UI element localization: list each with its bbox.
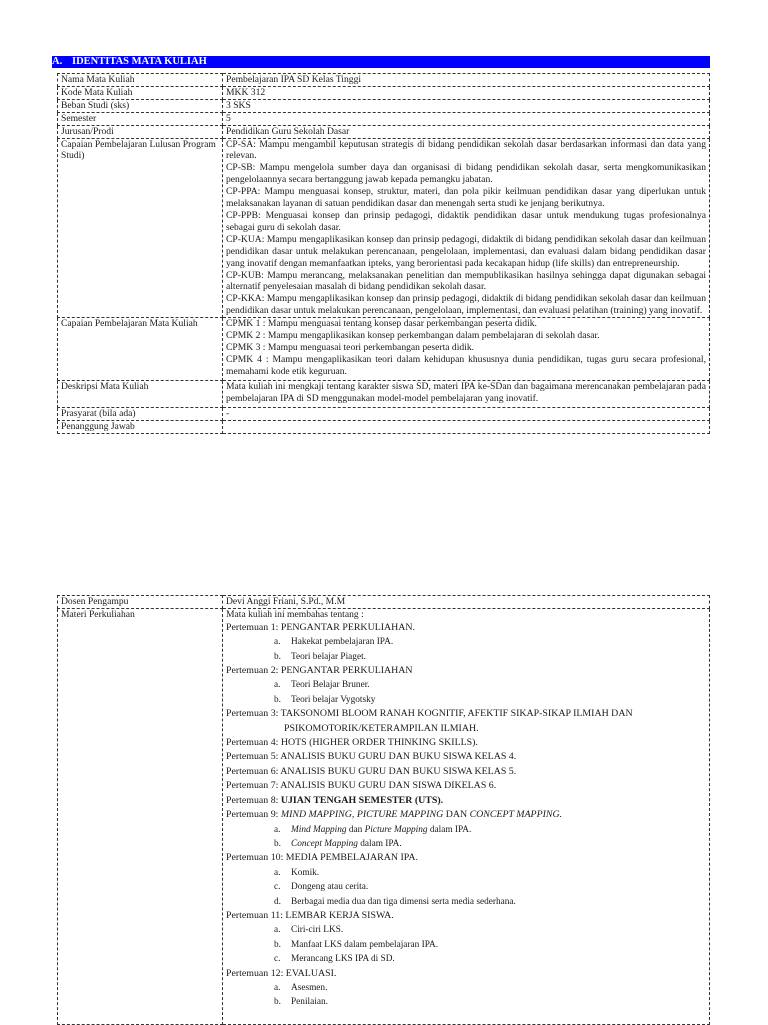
identity-table — [57, 73, 710, 434]
list-item: b. Concept Mapping dalam IPA. — [274, 838, 402, 849]
pertemuan-9-and: DAN — [443, 809, 470, 821]
cpmk-item: CPMK 4 : Mampu mengaplikasikan teori dalam kehidupan khususnya dunia pendidikan, tugas guru secara profesional, memahami kode etik keguruan. — [226, 353, 706, 377]
list-item-text: Teori Belajar Bruner. — [291, 680, 370, 691]
list-item: a. Hakekat pembelajaran IPA. — [274, 637, 394, 648]
section-number: A. — [52, 56, 63, 67]
list-item-text: dan — [346, 824, 365, 835]
pertemuan-12: Pertemuan 12: EVALUASI. — [226, 967, 337, 979]
pertemuan-9-prefix: Pertemuan 9: — [226, 809, 281, 821]
cpl-value — [223, 138, 710, 318]
cpmk-item: CPMK 2 : Mampu mengaplikasikan konsep perkembangan dalam pembelajaran di sekolah dasar. — [226, 330, 600, 342]
pertemuan-3-cont: PSIKOMOTORIK/KETERAMPILAN ILMIAH. — [284, 722, 479, 734]
materi-value — [223, 608, 710, 1024]
cpl-item: CP-KUA: Mampu mengaplikasikan konsep dan prinsip pedagogi, didaktik di bidang pendidikan sekolah dasar dan keilmuan pendidikan dasar untuk melakukan perencanaan, pengelolaan, implementasi, dan evaluasi dalam bidang pendidikan dasar yang inovatif dengan memanfaatkan ipteks, yang berorientasi pada kecakapan hidup (life skills) dan entrepreneurship. — [226, 233, 706, 269]
list-item-text: Dongeng atau cerita. — [291, 882, 369, 893]
semester-value: 5 — [223, 112, 710, 125]
pertemuan-1: Pertemuan 1: PENGANTAR PERKULIAHAN. — [226, 621, 416, 633]
pertemuan-8-prefix: Pertemuan 8: — [226, 794, 281, 806]
table-row — [58, 125, 710, 138]
jurusan-label: Jurusan/Prodi — [58, 125, 223, 138]
section-heading — [52, 56, 710, 68]
list-item: b. Manfaat LKS dalam pembelajaran IPA. — [274, 939, 439, 950]
list-item-text: Asesmen. — [291, 982, 328, 993]
list-item: a. Ciri-ciri LKS. — [274, 925, 344, 936]
dosen-value: Devi Anggi Friani, S.Pd., M.M — [223, 596, 710, 609]
list-item-text: Komik. — [291, 867, 320, 878]
pertemuan-5: Pertemuan 5: ANALISIS BUKU GURU DAN BUKU SISWA KELAS 4. — [226, 751, 517, 763]
pertemuan-2: Pertemuan 2: PENGANTAR PERKULIAHAN — [226, 665, 413, 677]
cpl-item: CP-KUB: Mampu merancang, melaksanakan penelitian dan mempublikasikan hasilnya sehingga dapat digunakan sebagai alternatif penyelesaian masalah di bidang pendidikan sekolah dasar. — [226, 269, 706, 293]
staff-table — [57, 595, 710, 1025]
list-item-text: Ciri-ciri LKS. — [291, 925, 344, 936]
deskripsi-value: Mata kuliah ini mengkaji tentang karakter siswa SD, materi IPA ke-SDan dan bagaimana merencanakan pembelajaran pada pembelajaran IPA di SD menggunakan model-model pembelajaran yang inovatif. — [223, 380, 710, 408]
section-title: IDENTITAS MATA KULIAH — [72, 56, 207, 67]
prasyarat-label: Prasyarat (bila ada) — [58, 408, 223, 421]
prasyarat-value: - — [223, 408, 710, 421]
list-item-text: dalam IPA. — [357, 838, 402, 849]
deskripsi-label: Deskripsi Mata Kuliah — [58, 380, 223, 408]
pertemuan-9-title-b: CONCEPT MAPPING. — [469, 809, 563, 821]
list-item: a. Asesmen. — [274, 982, 328, 993]
table-row — [58, 74, 710, 87]
dosen-label: Dosen Pengampu — [58, 596, 223, 609]
pj-value — [223, 421, 710, 434]
list-item-text: Teori belajar Piaget. — [291, 651, 366, 662]
materi-label: Materi Perkuliahan — [58, 608, 223, 1024]
jurusan-value: Pendidikan Guru Sekolah Dasar — [223, 125, 710, 138]
pertemuan-6: Pertemuan 6: ANALISIS BUKU GURU DAN BUKU SISWA KELAS 5. — [226, 765, 517, 777]
cpmk-item: CPMK 3 : Mampu menguasai teori perkembangan peserta didik. — [226, 341, 475, 353]
cpl-item: CP-SB: Mampu mengelola sumber daya dan organisasi di bidang pendidikan sekolah dasar, serta mengkomunikasikan pengelolaannya secara bertanggung jawab kepada pemangku jabatan. — [226, 162, 706, 186]
pertemuan-3: Pertemuan 3: TAKSONOMI BLOOM RANAH KOGNITIF, AFEKTIF SIKAP-SIKAP ILMIAH DAN — [226, 708, 633, 720]
semester-label: Semester — [58, 112, 223, 125]
list-item-text: Merancang LKS IPA di SD. — [291, 954, 395, 965]
cpl-item: CP-PPA: Mampu menguasai konsep, struktur, materi, dan pola pikir keilmuan pendidikan dasar yang diperlukan untuk melaksanakan layanan di satuan pendidikan dasar dan menengah serta studi ke jenjang berikutnya. — [226, 186, 706, 210]
list-item: a. Mind Mapping dan Picture Mapping dalam IPA. — [274, 824, 472, 835]
cpl-item: CP-PPB: Menguasai konsep dan prinsip pedagogi, didaktik pendidikan dasar untuk mendukung tugas profesionalnya sebagai guru di sekolah dasar. — [226, 209, 706, 233]
pertemuan-8 — [226, 794, 706, 808]
pertemuan-10: Pertemuan 10: MEDIA PEMBELAJARAN IPA. — [226, 852, 418, 864]
list-item: a. Komik. — [274, 867, 320, 878]
pj-label: Penanggung Jawab — [58, 421, 223, 434]
beban-value: 3 SKS — [223, 99, 710, 112]
table-row — [58, 112, 710, 125]
cpl-label: Capaian Pembelajaran Lulusan Program Studi) — [58, 138, 223, 318]
list-item-text: Concept Mapping — [291, 838, 358, 849]
cpmk-value — [223, 318, 710, 381]
pertemuan-4: Pertemuan 4: HOTS (HIGHER ORDER THINKING SKILLS). — [226, 737, 478, 749]
pertemuan-11: Pertemuan 11: LEMBAR KERJA SISWA. — [226, 909, 394, 921]
list-item-text: Teori belajar Vygotsky — [291, 694, 376, 705]
table-row — [58, 596, 710, 609]
materi-intro: Mata kuliah ini membahas tentang : — [226, 608, 364, 620]
list-item-text: Picture Mapping — [364, 824, 428, 835]
cpmk-label: Capaian Pembelajaran Mata Kuliah — [58, 318, 223, 381]
list-item: c. Dongeng atau cerita. — [274, 882, 369, 893]
table-row — [58, 138, 710, 318]
kode-value: MKK 312 — [223, 86, 710, 99]
pertemuan-7: Pertemuan 7: ANALISIS BUKU GURU DAN SISWA DIKELAS 6. — [226, 780, 497, 792]
pertemuan-9-title-a: MIND MAPPING, PICTURE MAPPING — [280, 809, 444, 821]
pertemuan-8-title: UJIAN TENGAH SEMESTER (UTS). — [280, 794, 444, 806]
list-item: d. Berbagai media dua dan tiga dimensi serta media sederhana. — [274, 896, 516, 907]
cpl-item: CP-SA: Mampu mengambil keputusan strategis di bidang pendidikan sekolah dasar berdasarkan informasi dan data yang relevan. — [226, 138, 706, 162]
table-row — [58, 380, 710, 408]
list-item-text: Mind Mapping — [291, 824, 347, 835]
pertemuan-9 — [226, 808, 706, 822]
table-row — [58, 99, 710, 112]
cpl-item: CP-KKA: Mampu mengaplikasikan konsep dan prinsip pedagogi, didaktik di bidang pendidikan sekolah dasar dan keilmuan pendidikan dasar untuk melakukan perencanaan, pengelolaan, implementasi, dan evaluasi pelatihan (training) yang inovatif. — [226, 293, 706, 317]
list-item: b. Teori belajar Vygotsky — [274, 694, 376, 705]
list-item: b. Penilaian. — [274, 997, 328, 1008]
list-item: c. Merancang LKS IPA di SD. — [274, 954, 395, 965]
list-item-text: Penilaian. — [291, 997, 328, 1008]
kode-label: Kode Mata Kuliah — [58, 86, 223, 99]
cpmk-item: CPMK 1 : Mampu menguasai tentang konsep dasar perkembangan peserta didik. — [226, 318, 537, 330]
nama-value: Pembelajaran IPA SD Kelas Tinggi — [223, 74, 710, 87]
table-row — [58, 86, 710, 99]
list-item-text: Manfaat LKS dalam pembelajaran IPA. — [291, 939, 439, 950]
table-row — [58, 318, 710, 381]
list-item: b. Teori belajar Piaget. — [274, 651, 366, 662]
list-item: a. Teori Belajar Bruner. — [274, 680, 370, 691]
list-item-text: Hakekat pembelajaran IPA. — [291, 637, 394, 648]
table-row — [58, 608, 710, 1024]
table-row — [58, 408, 710, 421]
nama-label: Nama Mata Kuliah — [58, 74, 223, 87]
beban-label: Beban Studi (sks) — [58, 99, 223, 112]
table-row — [58, 421, 710, 434]
list-item-text: Berbagai media dua dan tiga dimensi serta media sederhana. — [291, 896, 516, 907]
list-item-text: dalam IPA. — [427, 824, 472, 835]
